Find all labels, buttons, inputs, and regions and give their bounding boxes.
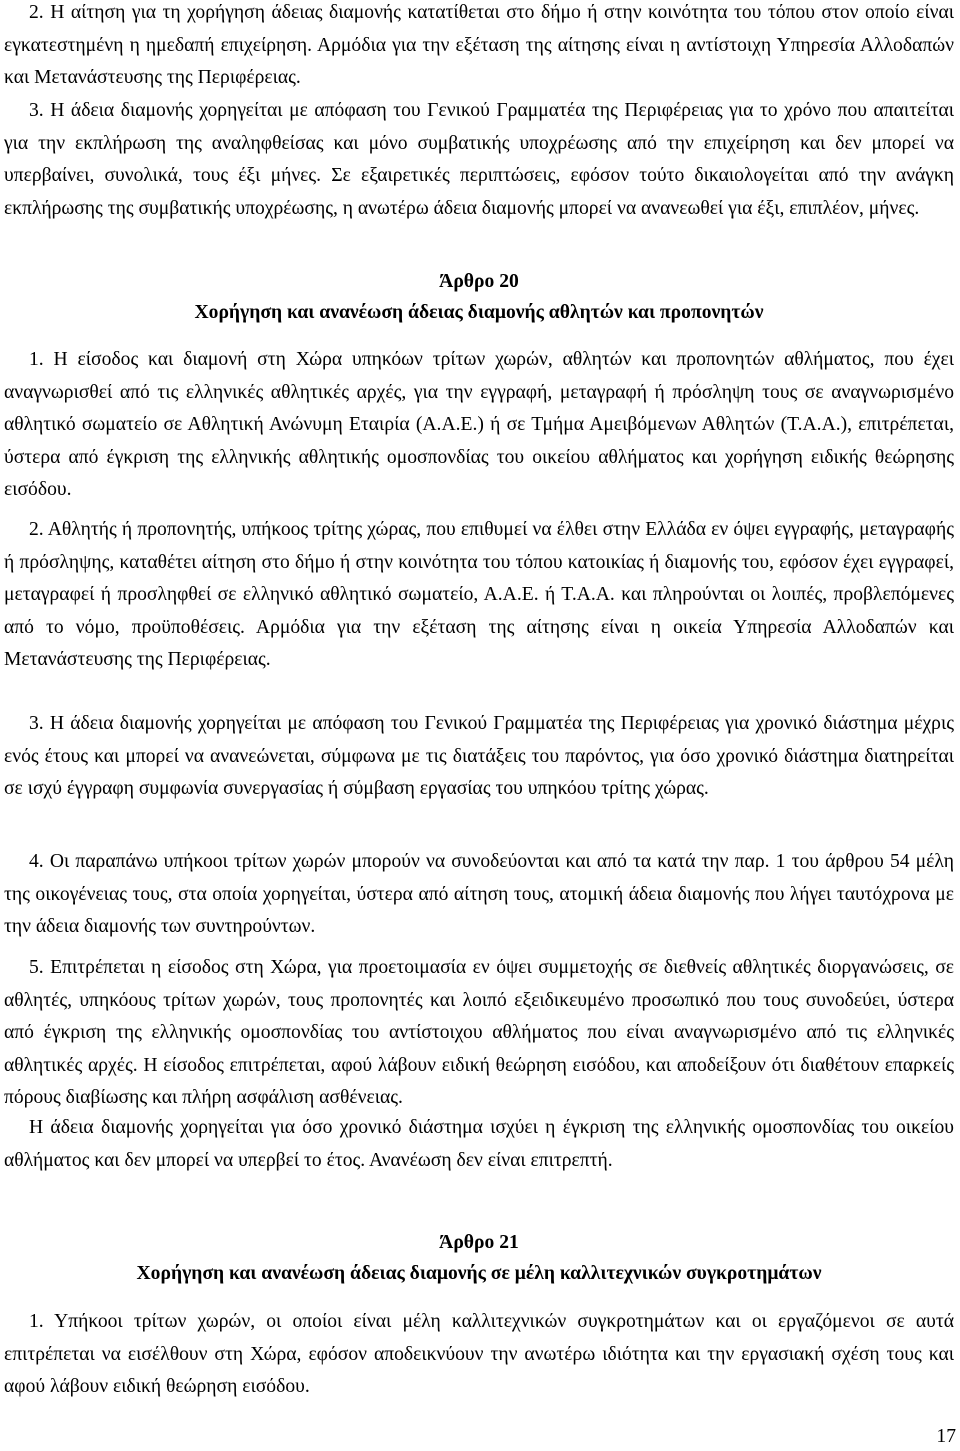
article-20-title: Χορήγηση και ανανέωση άδειας διαμονής αθλητών και προπονητών (194, 302, 764, 323)
paragraph-art20-5: 5. Επιτρέπεται η είσοδος στη Χώρα, για προετοιμασία εν όψει συμμετοχής σε διεθνείς αθλητικές διοργανώσεις, σε αθλητές, υπηκόους τρίτων χωρών, τους προπονητές και λοιπό εξειδικευμένο προσωπικό που τους συνοδεύει, ύστερα από έγκριση της ελληνικής ομοσπονδίας του αντίστοιχου αθλήματος που είναι αναγνωρισμένο από τις ελληνικές αθλητικές αρχές. Η είσοδος επιτρέπεται, αφού λάβουν ειδική θεώρηση εισόδου, και αποδείξουν ότι διαθέτουν επαρκείς πόρους διαβίωσης και πλήρη ασφάλιση ασθένειας. (4, 957, 954, 1109)
paragraph-art21-1: 1. Υπήκοοι τρίτων χωρών, οι οποίοι είναι μέλη καλλιτεχνικών συγκροτημάτων και οι εργαζόμενοι σε αυτά επιτρέπεται να εισέλθουν στη Χώρα, εφόσον αποδεικνύουν την ανωτέρω ιδιότητα και την εργασιακή σχέση τους και αφού λάβουν ειδική θεώρηση εισόδου. (4, 1311, 954, 1398)
page-number: 17 (936, 1426, 956, 1447)
paragraph-art19-2: 2. Η αίτηση για τη χορήγηση άδειας διαμονής κατατίθεται στο δήμο ή στην κοινότητα του τόπου στον οποίο είναι εγκατεστημένη η ημεδαπή επιχείρηση. Αρμόδια για την εξέταση της αίτησης είναι η αντίστοιχη Υπηρεσία Αλλοδαπών και Μετανάστευσης της Περιφέρειας. (4, 2, 954, 89)
paragraph-art20-3: 3. Η άδεια διαμονής χορηγείται με απόφαση του Γενικού Γραμματέα της Περιφέρειας για χρονικό διάστημα μέχρις ενός έτους και μπορεί να ανανεώνεται, σύμφωνα με τις διατάξεις του παρόντος, για όσο χρονικό διάστημα διατηρείται σε ισχύ έγγραφη συμφωνία συνεργασίας ή σύμβαση εργασίας του υπηκόου τρίτης χώρας. (4, 713, 954, 800)
paragraph-art20-4: 4. Οι παραπάνω υπήκοοι τρίτων χωρών μπορούν να συνοδεύονται και από τα κατά την παρ. 1 του άρθρου 54 μέλη της οικογένειας τους, στα οποία χορηγείται, ύστερα από αίτηση τους, ατομική άδεια διαμονής που λήγει ταυτόχρονα με την άδεια διαμονής των συντηρούντων. (4, 851, 954, 938)
article-21-title: Χορήγηση και ανανέωση άδειας διαμονής σε μέλη καλλιτεχνικών συγκροτημάτων (136, 1263, 822, 1284)
article-21-number: Άρθρο 21 (439, 1232, 519, 1253)
paragraph-art20-2: 2. Αθλητής ή προπονητής, υπήκοος τρίτης χώρας, που επιθυμεί να έλθει στην Ελλάδα εν όψει εγγραφής, μεταγραφής ή πρόσληψης, καταθέτει αίτηση στο δήμο ή στην κοινότητα του τόπου κατοικίας ή διαμονής του, εφόσον έχει εγγραφεί, μεταγραφεί ή προσληφθεί σε ελληνικό αθλητικό σωματείο, Α.Α.Ε. ή Τ.Α.Α. και πληρούνται οι λοιπές, προβλεπόμενες από το νόμο, προϋποθέσεις. Αρμόδια για την εξέταση της αίτησης είναι η οικεία Υπηρεσία Αλλοδαπών και Μετανάστευσης της Περιφέρειας. (4, 519, 954, 671)
article-20-number: Άρθρο 20 (439, 271, 519, 292)
paragraph-art20-1: 1. Η είσοδος και διαμονή στη Χώρα υπηκόων τρίτων χωρών, αθλητών και προπονητών αθλήματος, που έχει αναγνωρισθεί από τις ελληνικές αθλητικές αρχές, για την εγγραφή, μεταγραφή ή πρόσληψη τους σε αναγνωρισμένο αθλητικό σωματείο σε Αθλητική Ανώνυμη Εταιρία (Α.Α.Ε.) ή σε Τμήμα Αμειβόμενων Αθλητών (Τ.Α.Α.), επιτρέπεται, ύστερα από έγκριση της ελληνικής αθλητικής ομοσπονδίας του οικείου αθλήματος και χορήγηση ειδικής θεώρησης εισόδου. (4, 349, 954, 501)
paragraph-art20-5b: Η άδεια διαμονής χορηγείται για όσο χρονικό διάστημα ισχύει η έγκριση της ελληνικής ομοσπονδίας του οικείου αθλήματος και δεν μπορεί να υπερβεί το έτος. Ανανέωση δεν είναι επιτρεπτή. (4, 1117, 954, 1171)
paragraph-art19-3: 3. Η άδεια διαμονής χορηγείται με απόφαση του Γενικού Γραμματέα της Περιφέρειας για το χρόνο που απαιτείται για την εκπλήρωση της αναληφθείσας και μόνο συμβατικής υποχρέωσης από την επιχείρηση και δεν μπορεί να υπερβαίνει, συνολικά, τους έξι μήνες. Σε εξαιρετικές περιπτώσεις, εφόσον τούτο δικαιολογείται από την ανάγκη εκπλήρωσης της συμβατικής υποχρέωσης, η ανωτέρω άδεια διαμονής μπορεί να ανανεωθεί για έξι, επιπλέον, μήνες. (4, 100, 954, 219)
